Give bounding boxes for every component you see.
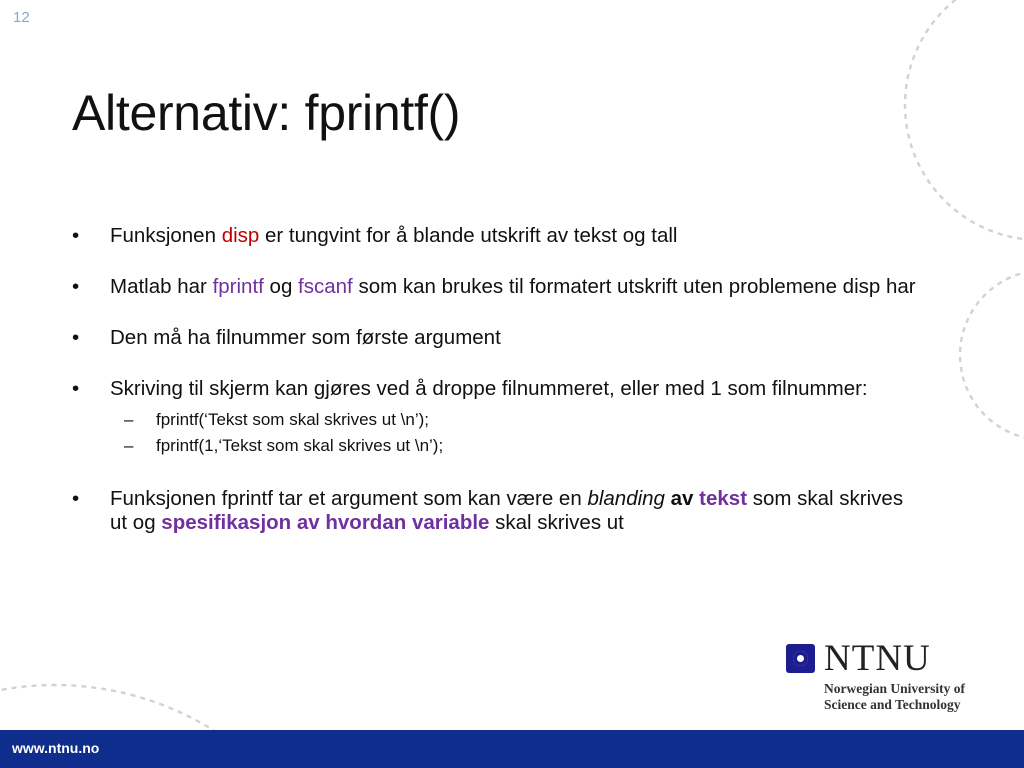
emphasis-spesifikasjon: spesifikasjon av hvordan variable xyxy=(161,511,490,534)
sub-bullet-marker: – xyxy=(124,436,134,455)
bullet-text: Funksjonen xyxy=(110,224,222,247)
university-name-line-2: Science and Technology xyxy=(824,697,961,712)
sub-bullet-marker: – xyxy=(124,410,134,429)
bullet-marker: • xyxy=(72,326,80,349)
emphasis-blanding: blanding xyxy=(587,487,665,510)
sub-bullet-list xyxy=(110,408,922,457)
bullet-marker: • xyxy=(72,275,80,298)
keyword-disp: disp xyxy=(221,224,260,247)
slide-number: 12 xyxy=(13,9,30,26)
bullet-text: og xyxy=(263,275,299,298)
slide-title: Alternativ: fprintf() xyxy=(72,85,461,141)
bullet-marker: • xyxy=(72,224,80,247)
bullet-list xyxy=(72,224,922,562)
university-name-line-1: Norwegian University of xyxy=(824,681,965,696)
footer-url: www.ntnu.no xyxy=(12,740,100,756)
bullet-text: som skal skrives ut og xyxy=(110,487,904,534)
bullet-text: Den må ha filnummer som første argument xyxy=(110,326,501,349)
footer-bar xyxy=(0,730,1024,768)
sub-bullet-item xyxy=(110,408,922,431)
bullet-item xyxy=(72,224,922,248)
bullet-item xyxy=(72,326,922,350)
keyword-fscanf: fscanf xyxy=(298,275,353,298)
bullet-text: Matlab har xyxy=(110,275,213,298)
bullet-text: skal skrives ut xyxy=(489,511,624,534)
emphasis-av: av xyxy=(670,487,694,510)
emphasis-tekst: tekst xyxy=(699,487,748,510)
code-example: fprintf(‘Tekst som skal skrives ut \n’); xyxy=(156,410,430,429)
code-example: fprintf(1,‘Tekst som skal skrives ut \n’); xyxy=(156,436,444,455)
bullet-text: Funksjonen fprintf tar et argument som kan være en xyxy=(110,487,588,510)
ntnu-wordmark: NTNU xyxy=(824,638,931,679)
bullet-text: som kan brukes til formatert utskrift uten problemene disp har xyxy=(352,275,916,298)
keyword-fprintf: fprintf xyxy=(212,275,264,298)
bullet-item xyxy=(72,377,922,457)
bullet-item xyxy=(72,487,922,535)
ntnu-logo xyxy=(786,638,996,715)
bullet-text: Skriving til skjerm kan gjøres ved å droppe filnummeret, eller med 1 som filnummer: xyxy=(110,377,868,400)
bullet-text: er tungvint for å blande utskrift av tekst og tall xyxy=(259,224,678,247)
ntnu-logo-icon xyxy=(786,644,815,673)
bullet-marker: • xyxy=(72,487,80,510)
bullet-marker: • xyxy=(72,377,80,400)
bullet-item xyxy=(72,275,922,299)
sub-bullet-item xyxy=(110,434,922,457)
